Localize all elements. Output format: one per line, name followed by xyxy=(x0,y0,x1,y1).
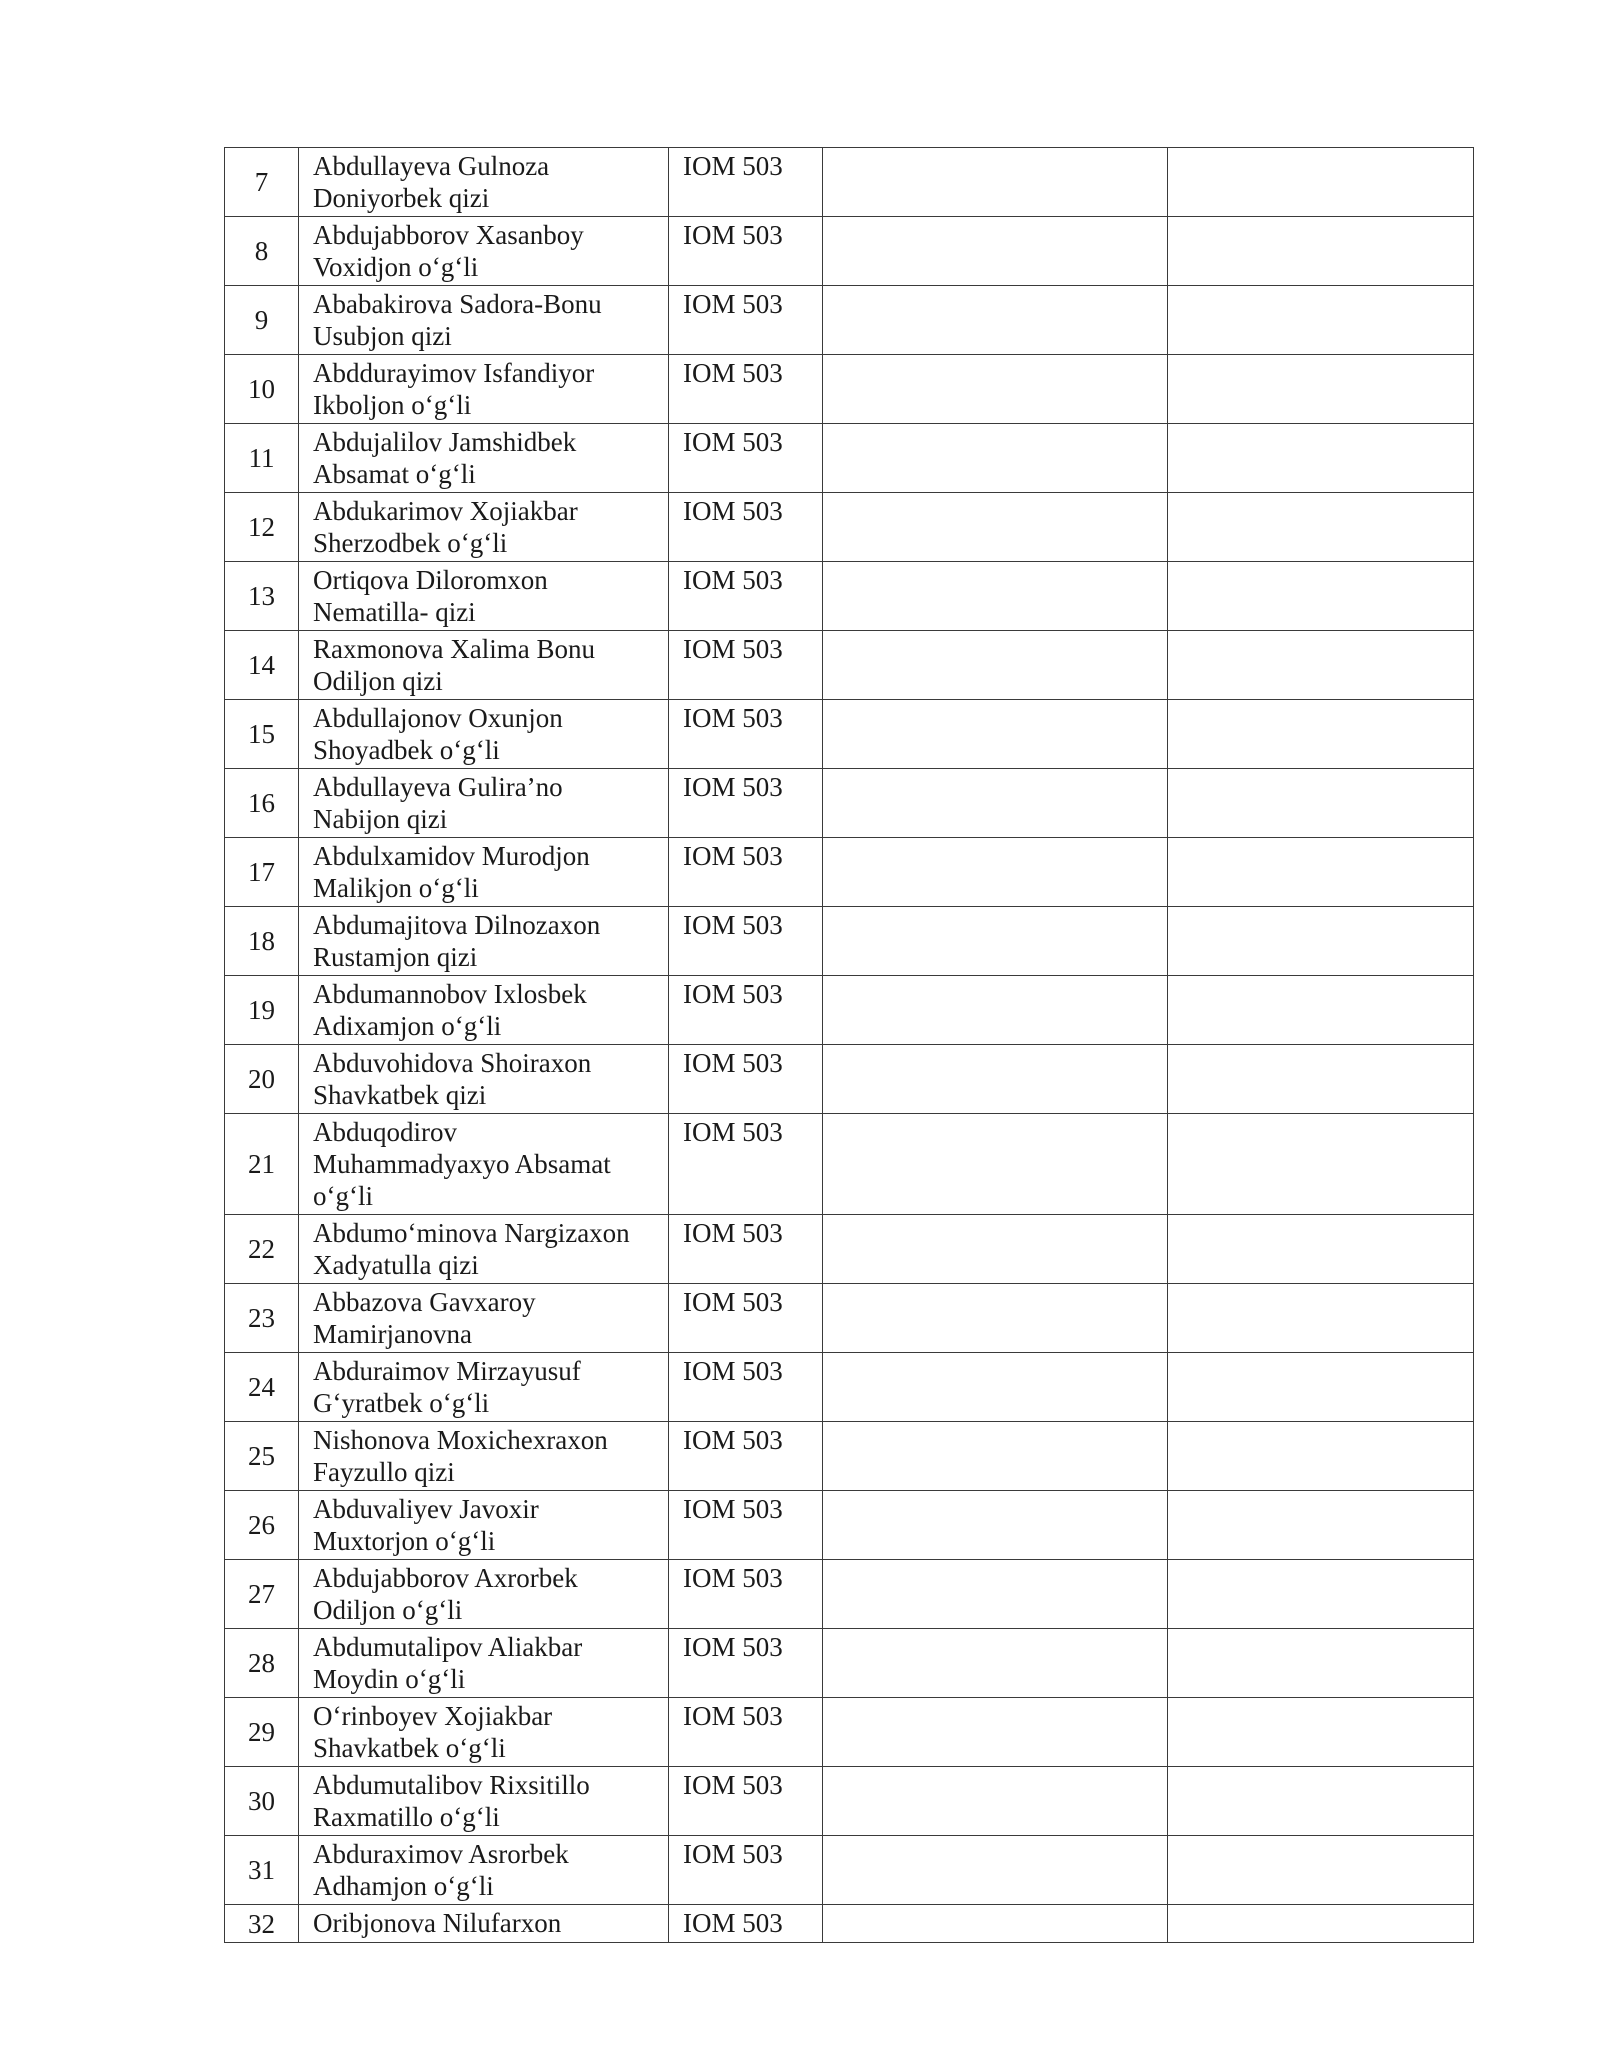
empty-cell xyxy=(823,700,1168,769)
group-cell: IOM 503 xyxy=(669,562,823,631)
table-row xyxy=(225,1491,1474,1560)
empty-cell xyxy=(1168,1560,1474,1629)
student-name-cell: Abdumannobov Ixlosbek Adixamjon o‘g‘li xyxy=(299,976,669,1045)
row-number-cell: 22 xyxy=(225,1215,299,1284)
empty-cell xyxy=(823,1836,1168,1905)
student-name-cell: Oribjonova Nilufarxon xyxy=(299,1905,669,1943)
row-number-cell: 15 xyxy=(225,700,299,769)
student-name-cell: Raxmonova Xalima Bonu Odiljon qizi xyxy=(299,631,669,700)
table-row xyxy=(225,838,1474,907)
empty-cell xyxy=(823,1629,1168,1698)
empty-cell xyxy=(1168,1114,1474,1215)
empty-cell xyxy=(1168,976,1474,1045)
group-cell: IOM 503 xyxy=(669,1905,823,1943)
table-row xyxy=(225,1422,1474,1491)
table-row xyxy=(225,1560,1474,1629)
empty-cell xyxy=(1168,838,1474,907)
group-cell: IOM 503 xyxy=(669,769,823,838)
empty-cell xyxy=(823,1215,1168,1284)
table-row xyxy=(225,1836,1474,1905)
student-name-cell: Abdumo‘minova Nargizaxon Xadyatulla qizi xyxy=(299,1215,669,1284)
empty-cell xyxy=(1168,1045,1474,1114)
student-name-cell: Abdumutalipov Aliakbar Moydin o‘g‘li xyxy=(299,1629,669,1698)
group-cell: IOM 503 xyxy=(669,355,823,424)
empty-cell xyxy=(1168,631,1474,700)
empty-cell xyxy=(1168,355,1474,424)
row-number-cell: 19 xyxy=(225,976,299,1045)
student-name-cell: Abduraimov Mirzayusuf G‘yratbek o‘g‘li xyxy=(299,1353,669,1422)
group-cell: IOM 503 xyxy=(669,907,823,976)
empty-cell xyxy=(1168,769,1474,838)
empty-cell xyxy=(1168,286,1474,355)
table-row xyxy=(225,700,1474,769)
group-cell: IOM 503 xyxy=(669,631,823,700)
empty-cell xyxy=(823,976,1168,1045)
student-name-cell: Abduraximov Asrorbek Adhamjon o‘g‘li xyxy=(299,1836,669,1905)
group-cell: IOM 503 xyxy=(669,1698,823,1767)
table-row xyxy=(225,769,1474,838)
student-name-cell: Abduvaliyev Javoxir Muxtorjon o‘g‘li xyxy=(299,1491,669,1560)
empty-cell xyxy=(823,1045,1168,1114)
empty-cell xyxy=(823,562,1168,631)
student-name-cell: Abdujabborov Axrorbek Odiljon o‘g‘li xyxy=(299,1560,669,1629)
table-row xyxy=(225,1114,1474,1215)
empty-cell xyxy=(823,424,1168,493)
empty-cell xyxy=(1168,907,1474,976)
row-number-cell: 32 xyxy=(225,1905,299,1943)
student-name-cell: Ortiqova Diloromxon Nematilla- qizi xyxy=(299,562,669,631)
student-name-cell: Ababakirova Sadora-Bonu Usubjon qizi xyxy=(299,286,669,355)
student-name-cell: Abbazova Gavxaroy Mamirjanovna xyxy=(299,1284,669,1353)
student-name-cell: Abdulxamidov Murodjon Malikjon o‘g‘li xyxy=(299,838,669,907)
table-row xyxy=(225,1698,1474,1767)
empty-cell xyxy=(823,493,1168,562)
group-cell: IOM 503 xyxy=(669,1284,823,1353)
group-cell: IOM 503 xyxy=(669,1767,823,1836)
row-number-cell: 7 xyxy=(225,148,299,217)
empty-cell xyxy=(1168,1215,1474,1284)
roster-body xyxy=(225,148,1474,1943)
student-name-cell: Abdujabborov Xasanboy Voxidjon o‘g‘li xyxy=(299,217,669,286)
table-row xyxy=(225,1353,1474,1422)
row-number-cell: 14 xyxy=(225,631,299,700)
empty-cell xyxy=(823,838,1168,907)
row-number-cell: 29 xyxy=(225,1698,299,1767)
group-cell: IOM 503 xyxy=(669,217,823,286)
empty-cell xyxy=(1168,700,1474,769)
student-roster-table xyxy=(224,147,1474,1943)
empty-cell xyxy=(823,907,1168,976)
table-row xyxy=(225,355,1474,424)
group-cell: IOM 503 xyxy=(669,1353,823,1422)
student-name-cell: Abdumutalibov Rixsitillo Raxmatillo o‘g‘li xyxy=(299,1767,669,1836)
table-row xyxy=(225,1767,1474,1836)
row-number-cell: 11 xyxy=(225,424,299,493)
row-number-cell: 13 xyxy=(225,562,299,631)
empty-cell xyxy=(823,1698,1168,1767)
table-row xyxy=(225,217,1474,286)
row-number-cell: 12 xyxy=(225,493,299,562)
table-row xyxy=(225,1905,1474,1943)
group-cell: IOM 503 xyxy=(669,1215,823,1284)
empty-cell xyxy=(823,1905,1168,1943)
empty-cell xyxy=(823,1491,1168,1560)
student-name-cell: Abduqodirov Muhammadyaxyo Absamat o‘g‘li xyxy=(299,1114,669,1215)
group-cell: IOM 503 xyxy=(669,1629,823,1698)
row-number-cell: 20 xyxy=(225,1045,299,1114)
empty-cell xyxy=(823,355,1168,424)
group-cell: IOM 503 xyxy=(669,424,823,493)
empty-cell xyxy=(1168,1422,1474,1491)
table-row xyxy=(225,1215,1474,1284)
table-row xyxy=(225,976,1474,1045)
group-cell: IOM 503 xyxy=(669,148,823,217)
empty-cell xyxy=(1168,1767,1474,1836)
row-number-cell: 30 xyxy=(225,1767,299,1836)
empty-cell xyxy=(823,148,1168,217)
empty-cell xyxy=(1168,1491,1474,1560)
row-number-cell: 24 xyxy=(225,1353,299,1422)
student-name-cell: O‘rinboyev Xojiakbar Shavkatbek o‘g‘li xyxy=(299,1698,669,1767)
group-cell: IOM 503 xyxy=(669,700,823,769)
row-number-cell: 17 xyxy=(225,838,299,907)
empty-cell xyxy=(823,217,1168,286)
group-cell: IOM 503 xyxy=(669,1491,823,1560)
row-number-cell: 25 xyxy=(225,1422,299,1491)
student-name-cell: Abdullayeva Gulira’no Nabijon qizi xyxy=(299,769,669,838)
empty-cell xyxy=(1168,424,1474,493)
row-number-cell: 26 xyxy=(225,1491,299,1560)
empty-cell xyxy=(823,1767,1168,1836)
group-cell: IOM 503 xyxy=(669,493,823,562)
empty-cell xyxy=(1168,493,1474,562)
row-number-cell: 21 xyxy=(225,1114,299,1215)
row-number-cell: 10 xyxy=(225,355,299,424)
student-name-cell: Abduvohidova Shoiraxon Shavkatbek qizi xyxy=(299,1045,669,1114)
group-cell: IOM 503 xyxy=(669,286,823,355)
empty-cell xyxy=(823,1284,1168,1353)
row-number-cell: 18 xyxy=(225,907,299,976)
table-row xyxy=(225,1045,1474,1114)
empty-cell xyxy=(1168,1836,1474,1905)
table-row xyxy=(225,148,1474,217)
group-cell: IOM 503 xyxy=(669,1114,823,1215)
student-name-cell: Abdukarimov Xojiakbar Sherzodbek o‘g‘li xyxy=(299,493,669,562)
empty-cell xyxy=(1168,1629,1474,1698)
empty-cell xyxy=(823,769,1168,838)
empty-cell xyxy=(823,1422,1168,1491)
student-name-cell: Nishonova Moxichexraxon Fayzullo qizi xyxy=(299,1422,669,1491)
table-row xyxy=(225,907,1474,976)
empty-cell xyxy=(1168,1353,1474,1422)
student-name-cell: Abdujalilov Jamshidbek Absamat o‘g‘li xyxy=(299,424,669,493)
table-row xyxy=(225,1284,1474,1353)
row-number-cell: 16 xyxy=(225,769,299,838)
group-cell: IOM 503 xyxy=(669,976,823,1045)
group-cell: IOM 503 xyxy=(669,1422,823,1491)
row-number-cell: 31 xyxy=(225,1836,299,1905)
empty-cell xyxy=(1168,1284,1474,1353)
empty-cell xyxy=(1168,217,1474,286)
empty-cell xyxy=(1168,562,1474,631)
empty-cell xyxy=(1168,1698,1474,1767)
table-row xyxy=(225,286,1474,355)
table-row xyxy=(225,493,1474,562)
student-name-cell: Abddurayimov Isfandiyor Ikboljon o‘g‘li xyxy=(299,355,669,424)
empty-cell xyxy=(823,1114,1168,1215)
empty-cell xyxy=(1168,148,1474,217)
table-row xyxy=(225,1629,1474,1698)
group-cell: IOM 503 xyxy=(669,1560,823,1629)
group-cell: IOM 503 xyxy=(669,1045,823,1114)
group-cell: IOM 503 xyxy=(669,1836,823,1905)
row-number-cell: 8 xyxy=(225,217,299,286)
empty-cell xyxy=(823,286,1168,355)
empty-cell xyxy=(823,631,1168,700)
table-row xyxy=(225,424,1474,493)
group-cell: IOM 503 xyxy=(669,838,823,907)
empty-cell xyxy=(823,1560,1168,1629)
empty-cell xyxy=(823,1353,1168,1422)
empty-cell xyxy=(1168,1905,1474,1943)
row-number-cell: 28 xyxy=(225,1629,299,1698)
table-row xyxy=(225,562,1474,631)
student-name-cell: Abdullayeva Gulnoza Doniyorbek qizi xyxy=(299,148,669,217)
row-number-cell: 23 xyxy=(225,1284,299,1353)
student-name-cell: Abdullajonov Oxunjon Shoyadbek o‘g‘li xyxy=(299,700,669,769)
row-number-cell: 9 xyxy=(225,286,299,355)
student-name-cell: Abdumajitova Dilnozaxon Rustamjon qizi xyxy=(299,907,669,976)
table-row xyxy=(225,631,1474,700)
row-number-cell: 27 xyxy=(225,1560,299,1629)
